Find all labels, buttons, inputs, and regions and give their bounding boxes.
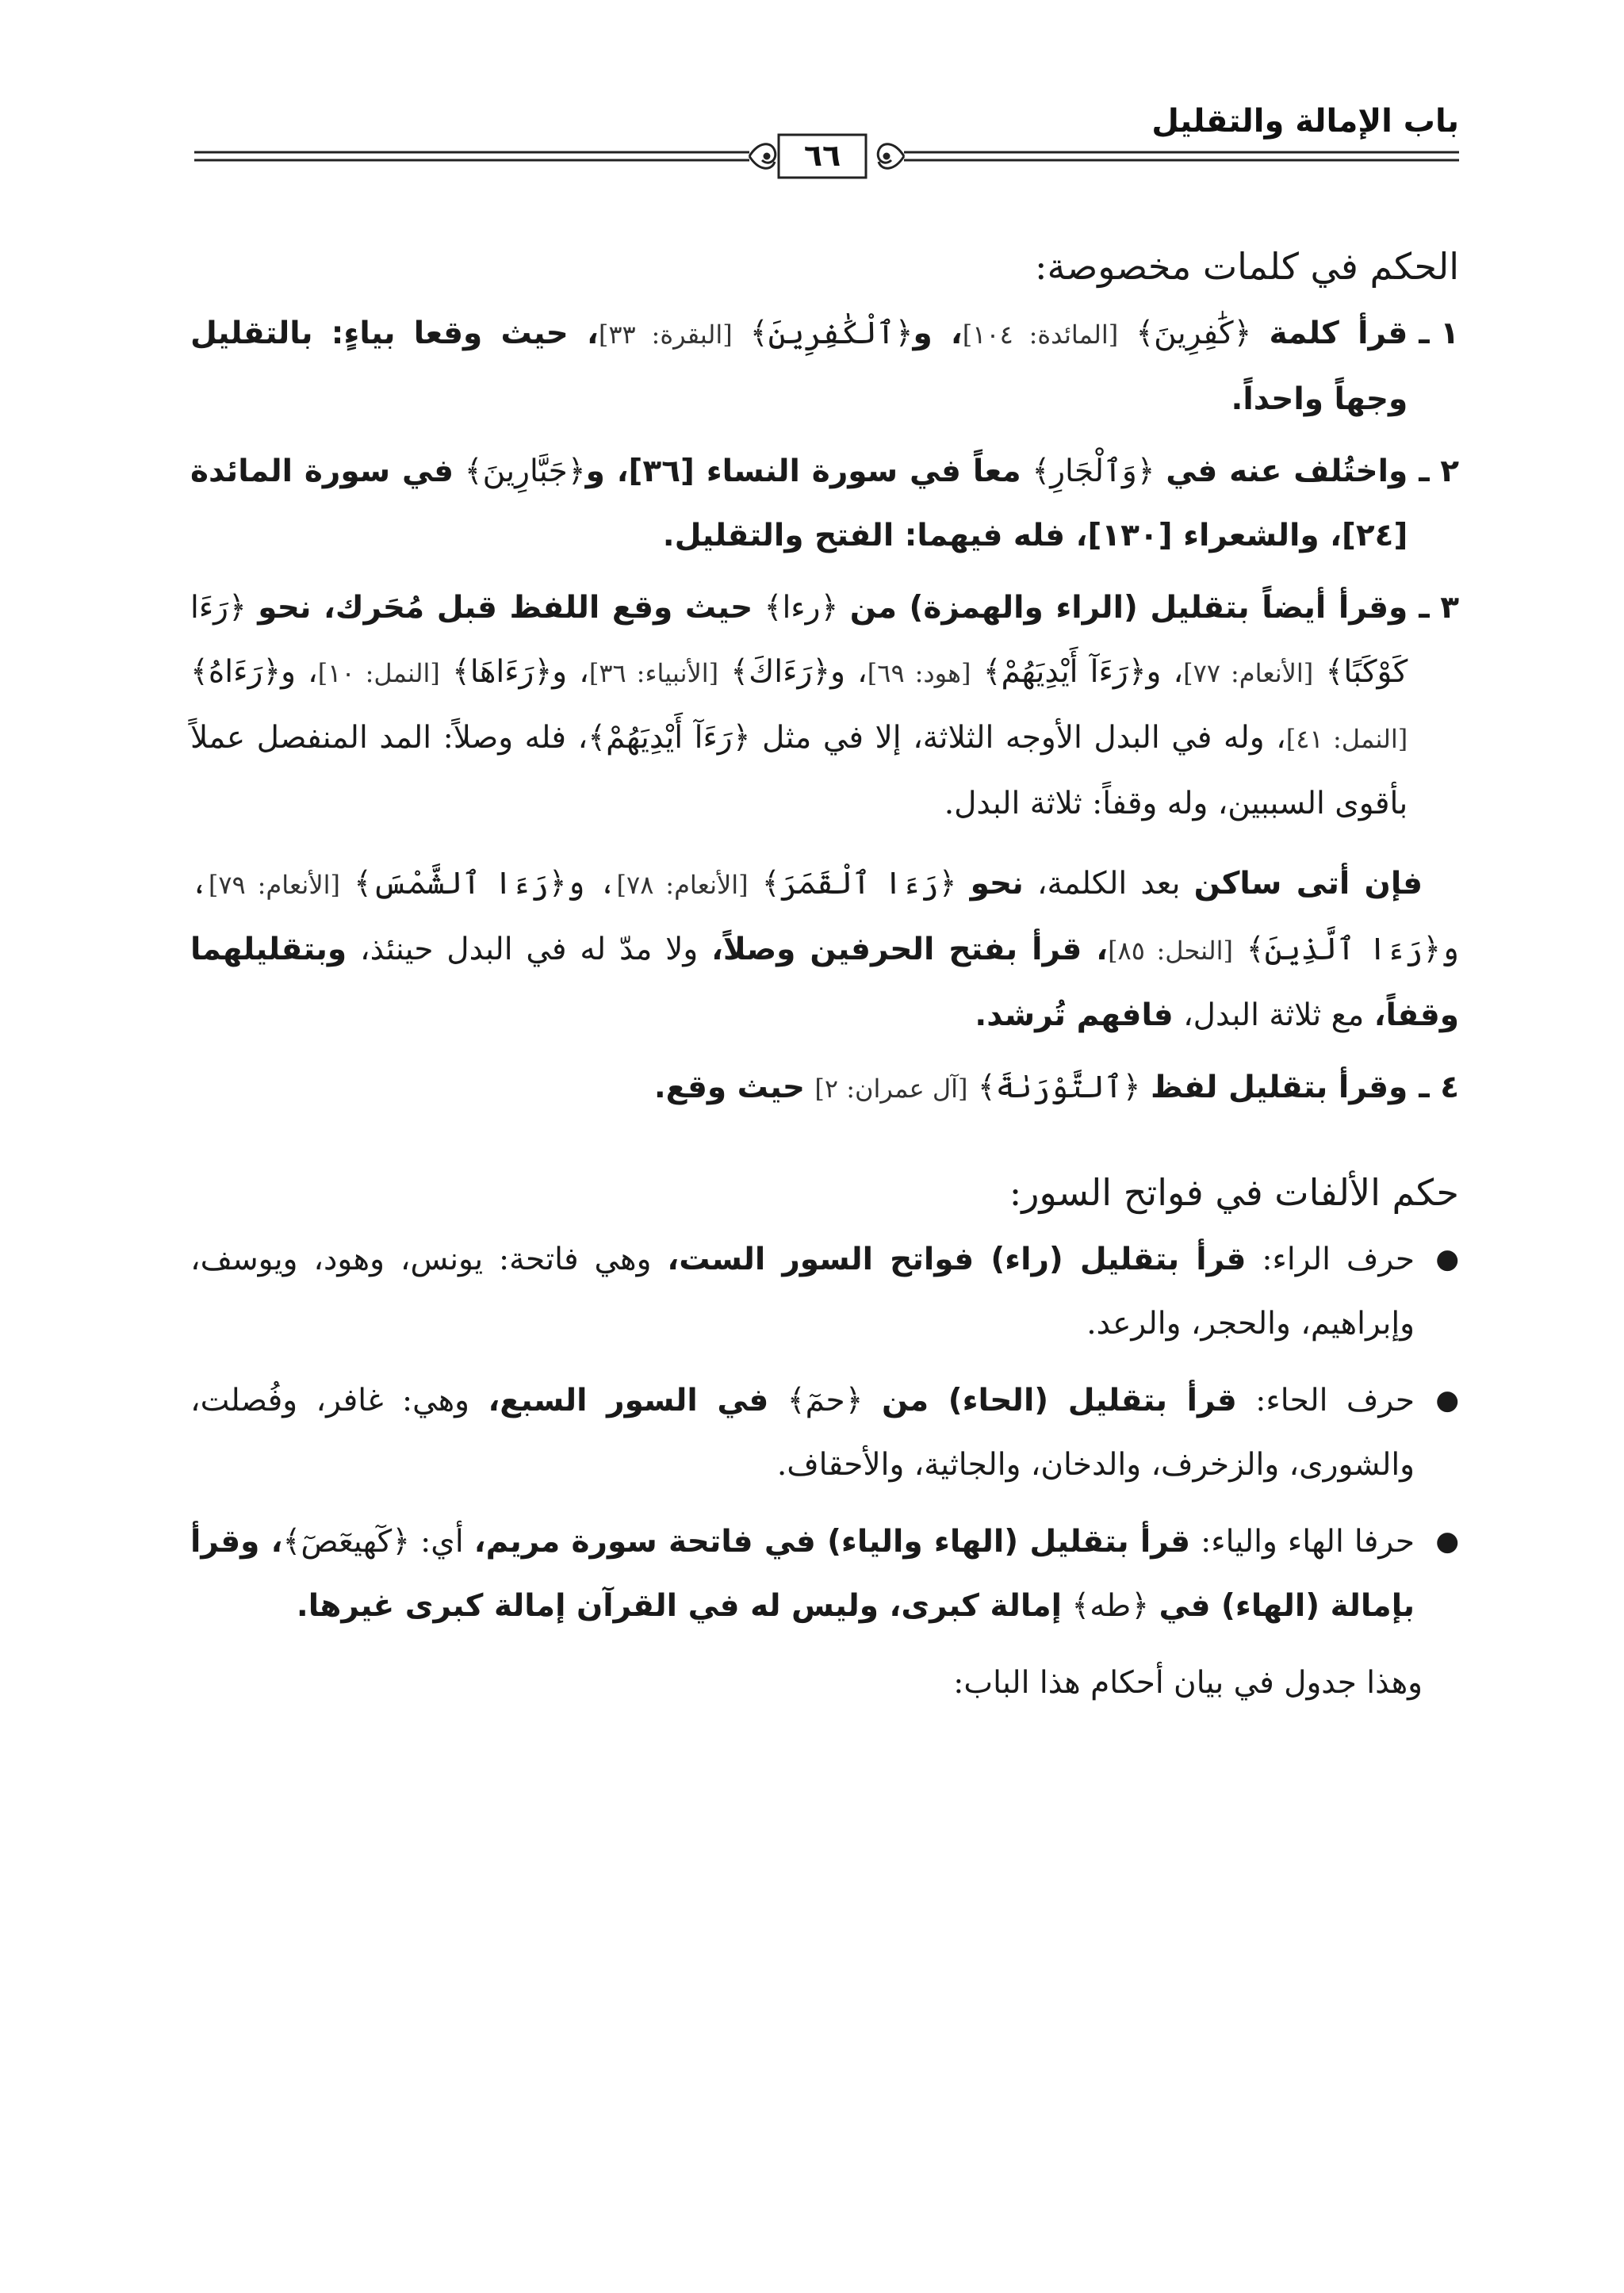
item-text: وقرأ أيضاً بتقليل (الراء والهمزة) من ﴿رءا﴾ حيث وقع اللفظ قبل مُحَرك، نحو ﴿رَءَا كَوْكَبًا﴾ [الأنعام: ٧٧]، و﴿رَءَآ أَيْدِيَهُمْ﴾ [هود: ٦٩]، و﴿رَءَاكَ﴾ [الأنبياء: ٣٦]، و﴿رَءَاهَا﴾ [النمل: ١٠]، و﴿رَءَاهُ﴾ [النمل: ٤١]، وله في البدل الأوجه الثلاثة، إلا في مثل ﴿رَءَآ أَيْدِيَهُمْ﴾، فله وصلاً: المد المنفصل عملاً بأقوى السببين، وله وقفاً: ثلاثة البدل. <box>190 590 1408 821</box>
bullet-icon: ● <box>1435 1384 1459 1416</box>
quran-word: ﴿رَءَآ أَيْدِيَهُمْ﴾ <box>982 654 1147 690</box>
quran-word: ﴿جَبَّارِينَ﴾ <box>464 454 586 489</box>
quran-word: ﴿رَءَآ أَيْدِيَهُمْ﴾ <box>588 720 751 756</box>
running-title: باب الإمالة والتقليل <box>1151 103 1459 140</box>
section-heading-specific-words: الحكم في كلمات مخصوصة: <box>1035 245 1459 288</box>
verse-reference: [الأنعام: ٧٩] <box>208 870 340 900</box>
closing-sentence: وهذا جدول في بيان أحكام هذا الباب: <box>953 1665 1423 1701</box>
verse-reference: [المائدة: ١٠٤] <box>962 320 1119 350</box>
quran-word: ﴿ٱلْكَٰفِرِينَ﴾ <box>749 316 914 351</box>
bullet-item-ha-ya <box>190 1510 1459 1638</box>
verse-reference: [هود: ٦٩] <box>867 658 971 688</box>
quran-word: ﴿حمٓ﴾ <box>787 1383 864 1418</box>
quran-word: ﴿ٱلتَّوْرَىٰةَ﴾ <box>977 1070 1141 1105</box>
rule-item-1 <box>190 301 1459 431</box>
quran-word: ﴿كٓهيعٓصٓ﴾ <box>282 1524 411 1560</box>
item-number: ٢ ـ <box>1419 454 1459 489</box>
verse-reference: [النمل: ١٠] <box>317 658 440 688</box>
verse-reference: [الأنعام: ٧٧] <box>1183 658 1314 688</box>
verse-reference: [الأنعام: ٧٨] <box>616 870 749 900</box>
rule-item-4 <box>190 1055 1459 1121</box>
bullet-text: حرف الراء: قرأ بتقليل (راء) فواتح السور الست، وهي فاتحة: يونس، وهود، ويوسف، وإبراهيم، والحجر، والرعد. <box>190 1242 1415 1342</box>
quran-word: ﴿رَءَا ٱلْقَمَرَ﴾ <box>761 866 957 902</box>
right-ornament <box>878 144 904 169</box>
quran-word: ﴿رَءَا ٱلَّذِينَ﴾ <box>1246 932 1442 967</box>
quran-word: ﴿رَءَاكَ﴾ <box>730 654 831 690</box>
rule-item-2 <box>190 439 1459 568</box>
main-content <box>190 238 1459 1715</box>
left-ornament <box>749 144 776 169</box>
verse-reference: [البقرة: ٣٣] <box>598 320 733 350</box>
item-number: ٣ ـ <box>1419 590 1459 626</box>
quran-word: ﴿رءا﴾ <box>764 590 839 626</box>
verse-reference: [الأنبياء: ٣٦] <box>588 658 719 688</box>
bullet-icon: ● <box>1435 1525 1459 1557</box>
section-heading-opening-letters: حكم الألفات في فواتح السور: <box>1009 1171 1459 1214</box>
bullet-item-ra <box>190 1227 1459 1356</box>
item-number: ١ ـ <box>1419 316 1459 351</box>
quran-word: ﴿كَٰفِرِينَ﴾ <box>1136 316 1252 351</box>
verse-reference: [النحل: ٨٥] <box>1108 936 1233 966</box>
page-number: ٦٦ <box>803 138 841 173</box>
bullet-item-ha <box>190 1369 1459 1497</box>
bullet-icon: ● <box>1435 1243 1459 1275</box>
verse-reference: [النمل: ٤١] <box>1285 724 1408 754</box>
bullet-text: حرف الحاء: قرأ بتقليل (الحاء) من ﴿حمٓ﴾ في السور السبع، وهي: غافر، وفُصلت، والشورى، والزخرف، والدخان، والجاثية، والأحقاف. <box>190 1383 1415 1483</box>
quran-word: ﴿رَءَاهَا﴾ <box>452 654 553 690</box>
quran-word: ﴿رَءَاهُ﴾ <box>190 654 282 690</box>
quran-word: ﴿رَءَا ٱلشَّمْسَ﴾ <box>354 866 567 902</box>
note-paragraph: فإن أتى ساكن بعد الكلمة، نحو ﴿رَءَا ٱلْقَمَرَ﴾ [الأنعام: ٧٨]، و﴿رَءَا ٱلشَّمْسَ﴾ [الأنعام: ٧٩]، و﴿رَءَا ٱلَّذِينَ﴾ [النحل: ٨٥]، قرأ بفتح الحرفين وصلاً، ولا مدّ له في البدل حينئذ، وبتقليلهما وقفاً، مع ثلاثة البدل، فافهم تُرشد. <box>190 866 1459 1033</box>
quran-word: ﴿وَٱلْجَارِ﴾ <box>1032 454 1155 489</box>
rule-item-3 <box>190 576 1459 836</box>
item-number: ٤ ـ <box>1419 1070 1459 1105</box>
item-text: واختُلف عنه في ﴿وَٱلْجَارِ﴾ معاً في سورة النساء [٣٦]، و﴿جَبَّارِينَ﴾ في سورة المائدة [٢٤]، والشعراء [١٣٠]، فله فيهما: الفتح والتقليل. <box>190 454 1408 553</box>
verse-reference: [آل عمران: ٢] <box>814 1074 968 1104</box>
bullet-text: حرفا الهاء والياء: قرأ بتقليل (الهاء والياء) في فاتحة سورة مريم، أي: ﴿كٓهيعٓصٓ﴾، وقرأ بإمالة (الهاء) في ﴿طه﴾ إمالة كبرى، وليس له في القرآن إمالة كبرى غيرها. <box>190 1524 1415 1624</box>
item-text: قرأ كلمة ﴿كَٰفِرِينَ﴾ [المائدة: ١٠٤]، و﴿ٱلْكَٰفِرِينَ﴾ [البقرة: ٣٣]، حيث وقعا بياءٍ: بالتقليل وجهاً واحداً. <box>190 316 1408 417</box>
quran-word: ﴿رَءَا كَوْكَبًا﴾ <box>190 590 1408 690</box>
quran-word: ﴿طه﴾ <box>1071 1588 1150 1624</box>
item-text: وقرأ بتقليل لفظ ﴿ٱلتَّوْرَىٰةَ﴾ [آل عمران: ٢] حيث وقع. <box>653 1070 1408 1105</box>
